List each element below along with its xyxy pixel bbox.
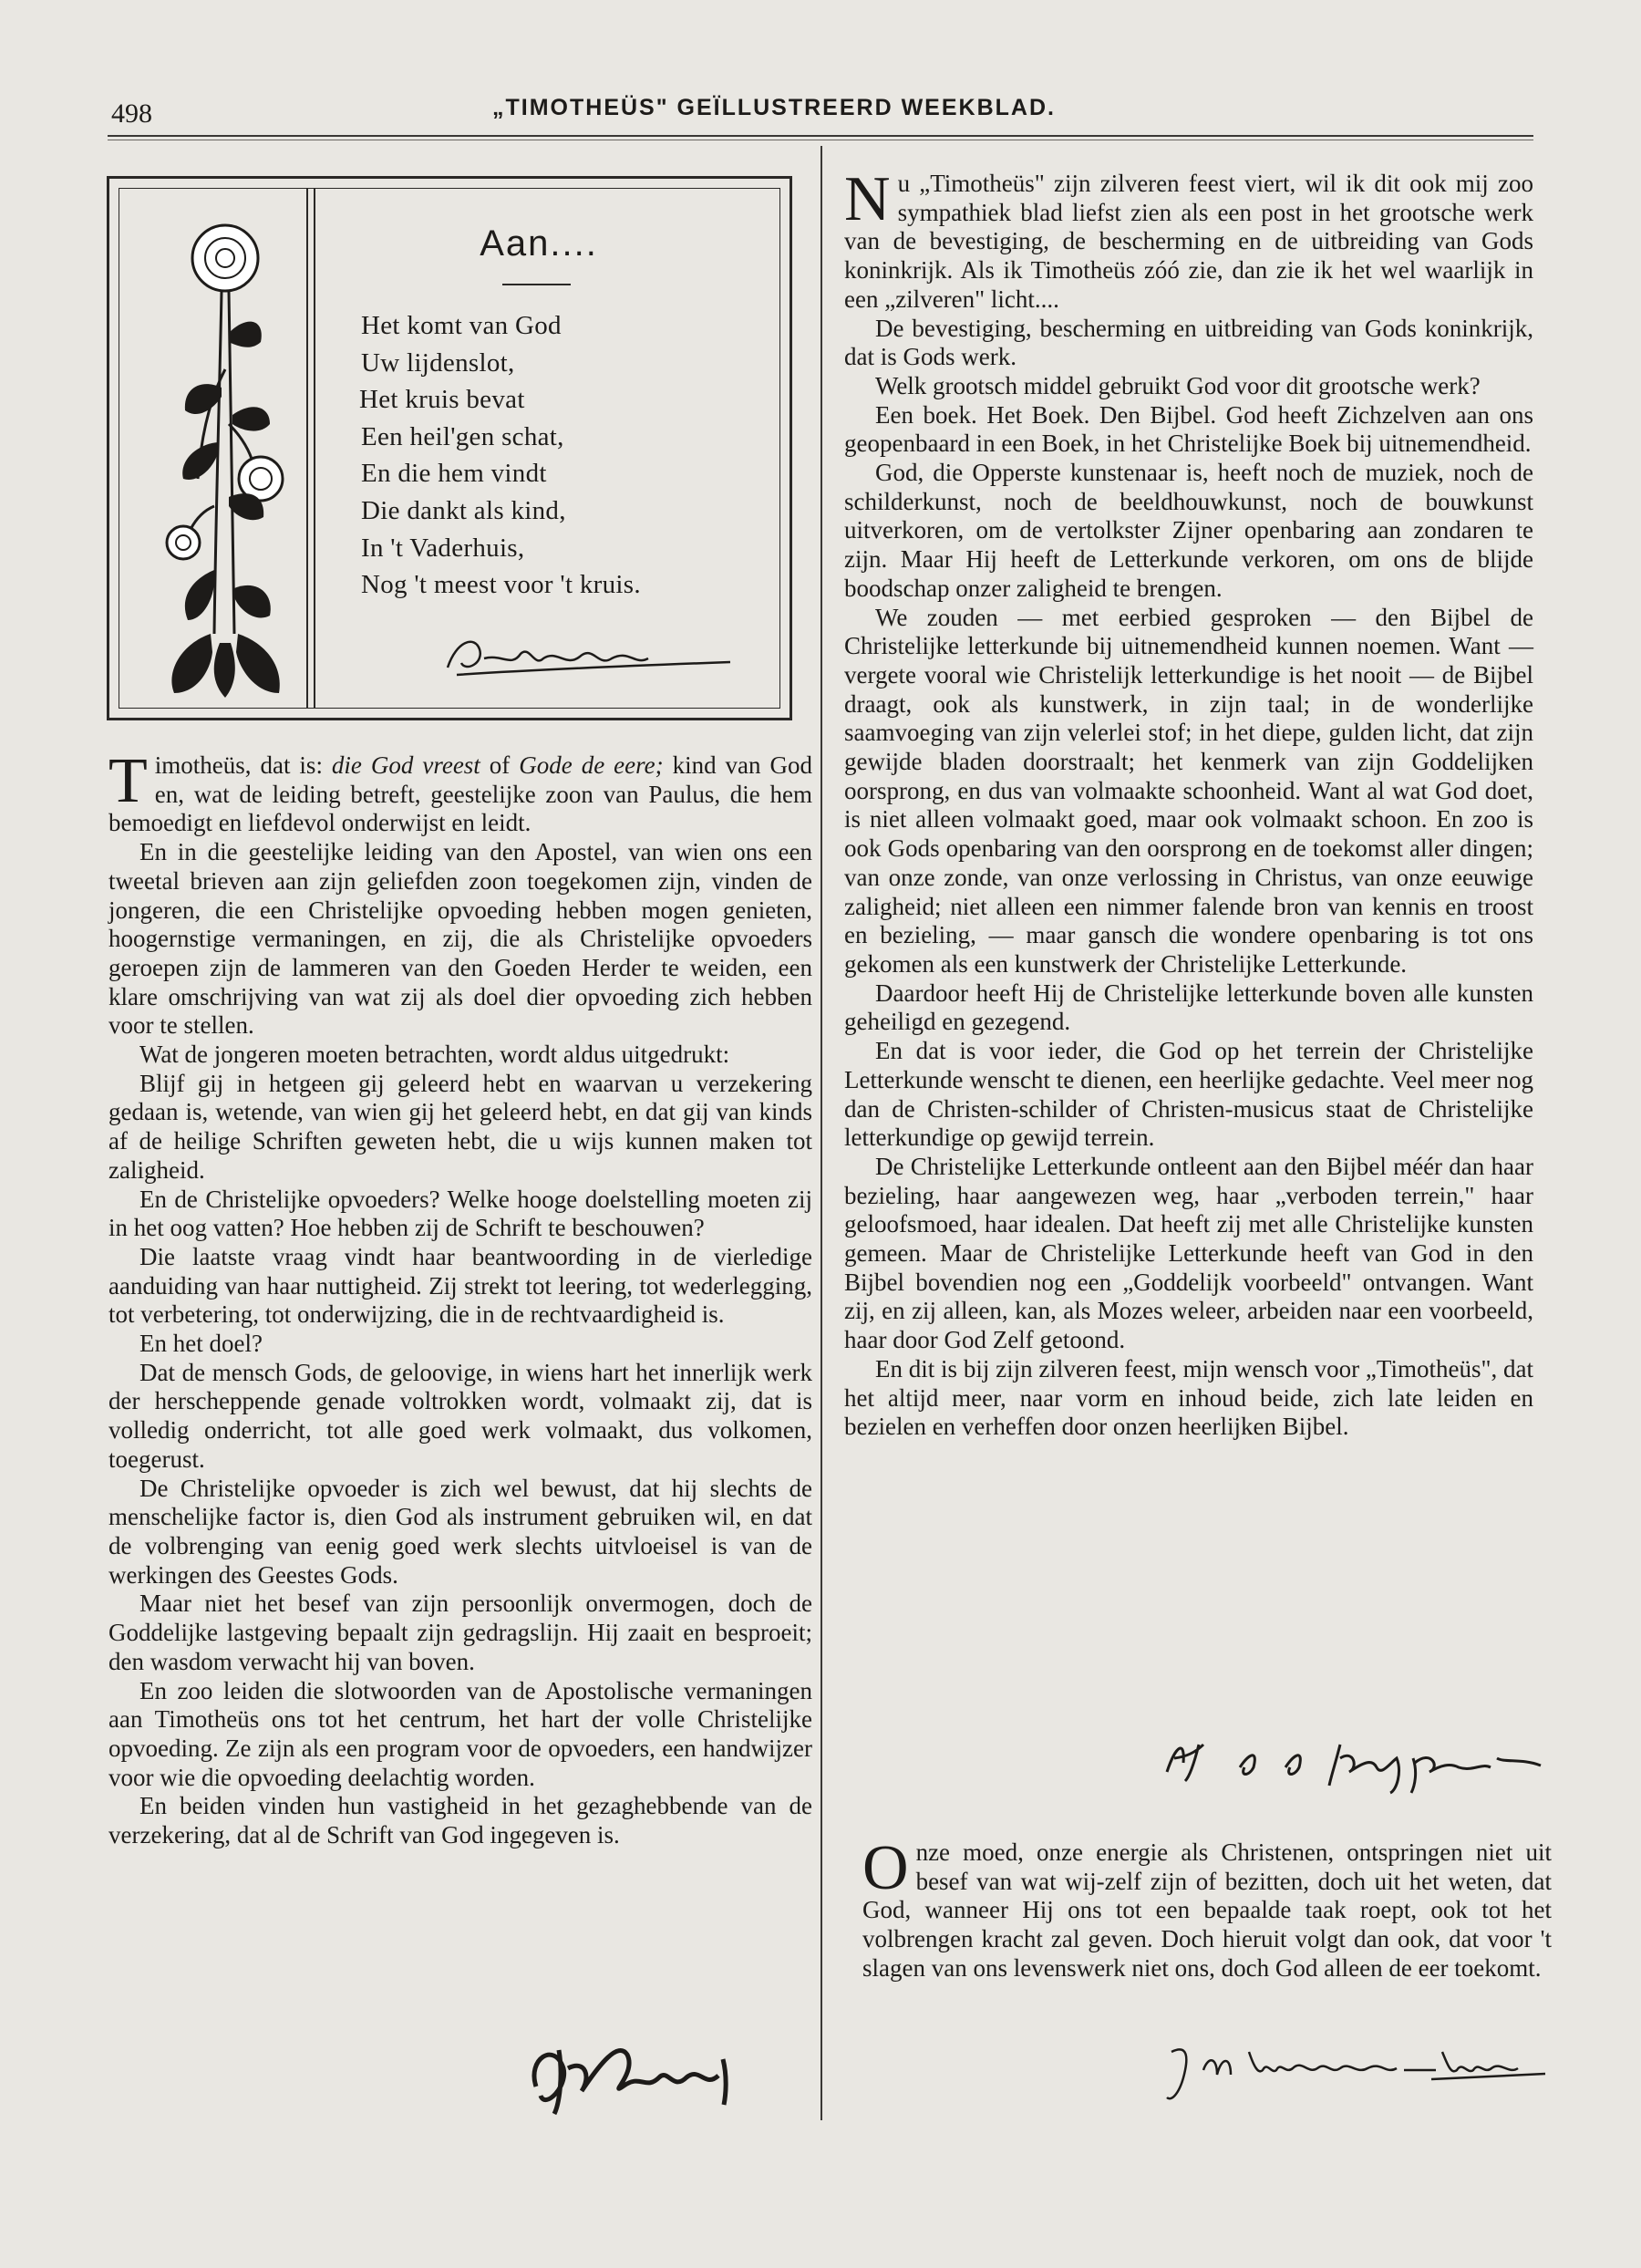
paragraph: En het doel? [139,1330,263,1358]
poem-line: Die dankt als kind, [361,495,566,525]
running-title: „TIMOTHEÜS" GEÏLLUSTREERD WEEKBLAD. [492,95,1056,120]
paragraph: Die laatste vraag vindt haar beantwoording in de vierledige aanduiding van haar nuttigheid. Zij strekt tot leering, tot wederlegging, tot verbetering, tot onderwijzing, die in de rechtvaardigheid is. [108,1242,812,1329]
dropcap: O [862,1833,909,1903]
paragraph: Maar niet het besef van zijn persoonlijk onvermogen, doch de Goddelijke lastgeving bepaalt zijn gedragslijn. Hij zaait en besproeit; den wasdom verwacht hij van boven. [108,1590,812,1675]
flower-heads [167,225,283,559]
paragraph: En dat is voor ieder, die God op het terrein der Christelijke Letterkunde wenscht te dienen, een heerlijke gedachte. Veel meer nog dan de Christen-schilder of Christen-musicus staat de Christelijke letterkundige op gewijd terrein. [844,1037,1533,1152]
paragraph: En in die geestelijke leiding van den Apostel, van wien ons een tweetal brieven aan zijn geliefden zoon toegekomen zijn, vinden de jongeren, die een Christelijke opvoeding hebben mogen genieten, hoogernstige vermaningen, en zij, die als Christelijke opvoeders geroepen zijn de lammeren van den Goeden Herder te weiden, een klare omschrijving van wat zij als doel dier opvoeding zich hebben voor te stellen. [108,838,812,1040]
poem-box-inner-frame [119,188,780,709]
paragraph: En beiden vinden hun vastigheid in het gezaghebbende van de verzekering, dat al de Schrift van God ingegeven is. [108,1792,812,1849]
right-opening-paragraph [844,164,1533,315]
poem-line: Nog 't meest voor 't kruis. [361,570,641,600]
dropcap: T [108,746,148,816]
scripture-quote: Blijf gij in hetgeen gij geleerd hebt en waarvan u verzekering gedaan is, wetende, van wien gij het geleerd hebt, en dat gij van kinds af de heilige Schriften geweten hebt, die u wijs kunnen maken tot zaligheid. [108,1069,812,1184]
opening-text: nze moed, onze energie als Christenen, ontspringen niet uit besef van wat wij-zelf zijn of bezitten, doch uit het weten, dat God, wanneer Hij ons tot een bepaalde taak roept, ook tot het volbrengen kracht zal geven. Doch hieruit volgt dan ook, dat voor 't slagen van ons levenswerk niet ons, doch God alleen de eer toekomt. [862,1838,1552,1982]
poem-box [107,176,792,720]
paragraph: De Christelijke Letterkunde ontleent aan den Bijbel méér dan haar bezieling, haar aangewezen weg, haar „verboden terrein," haar geloofsmoed, haar idealen. Dat heeft zij met alle Christelijke kunsten gemeen. Maar de Christelijke Letterkunde heeft van God in den Bijbel bovendien nog een „Goddelijk voorbeeld" ontvangen. Want zij, en zij alleen, kan, als Mozes weleer, arbeiden naar een voorbeeld, haar door God Zelf getoond. [844,1152,1533,1354]
paragraph: We zouden — met eerbied gesproken — den Bijbel de Christelijke letterkunde bij uitnemendheid kunnen noemen. Want — vergete vooral wie Christelijk letterkundige is het nooit — de Bijbel draagt, ook als kunstwerk, in zijn taal; in de wonderlijke saamvoeging van zijn velerlei stof; in het diepe, gulden licht, dat zijn gewijde bladen doorstraalt; het kenmerk van zijn Goddelijken oorsprong, en dus van volmaakte schoonheid. Want al wat God doet, is niet alleen volmaakt goed, maar ook volmaakt schoon. En zoo is ook Gods openbaring van den oorsprong en de toekomst aller dingen; van onze zonde, van onze verlossing in Christus, van onze eeuwige zaligheid; niet alleen een nimmer falende bron van kennis en troost en bezieling, — maar gansch die wondere openbaring is tot ons gekomen als een kunstwerk der Christelijke Letterkunde. [844,603,1533,978]
paragraph: Wat de jongeren moeten betrachten, wordt aldus uitgedrukt: [139,1041,730,1069]
right-column-article [844,164,1533,1442]
paragraph: Daardoor heeft Hij de Christelijke letterkunde boven alle kunsten geheiligd en gezegend. [844,979,1533,1036]
bottom-right-signature [1158,2034,1550,2111]
paragraph: Dat de mensch Gods, de geloovige, in wiens hart het innerlijk werk der herscheppende genade voltrokken wordt, volmaakt zij, dat is volledig onderricht, tot alle goed werk volmaakt, dus volkomen, toegerust. [108,1358,812,1473]
opening-text: u „Timotheüs" zijn zilveren feest viert, wil ik dit ook mij zoo sympathiek blad liefst zien als een post in het grootsche werk van de bevestiging, de bescherming en de uitbreiding van Gods koninkrijk. Als ik Timotheüs zóó zie, dan zie ik het wel waarlijk in een „zilveren" licht.... [844,170,1533,313]
dropcap: N [844,164,891,234]
paragraph: En de Christelijke opvoeders? Welke hooge doelstelling moeten zij in het oog vatten? Hoe hebben zij de Schrift te beschouwen? [108,1185,812,1242]
paragraph: Welk grootsch middel gebruikt God voor dit grootsche werk? [875,371,1481,399]
bottom-right-article [862,1833,1552,1983]
poem-lines [361,307,744,604]
header-rule [108,135,1533,137]
right-signature [1158,1722,1559,1795]
poem-line: Het kruis bevat [359,385,525,415]
poem-line: Uw lijdenslot, [361,347,515,378]
poem-line: Een heil'gen schat, [361,421,564,451]
poem-line: Het komt van God [361,311,562,340]
poem-signature [429,622,739,686]
poem-title-rule [502,284,571,285]
paragraph: Een boek. Het Boek. Den Bijbel. God heeft Zichzelven aan ons geopenbaard in een Boek, in het Christelijke Boek bij uitnemendheid. [844,400,1533,458]
emphasis-text: die God vreest [331,751,480,779]
paragraph: De bevestiging, bescherming en uitbreiding van Gods koninkrijk, dat is Gods werk. [844,314,1533,371]
left-column-article [108,746,812,1850]
opening-text: kind van God en, wat de leiding betreft, geestelijke zoon van Paulus, die hem bemoedigt en liefdevol onderwijst en leidt. [108,751,812,837]
chrysanthemum-flower-art [156,205,302,702]
emphasis-text: Gode de eere; [519,751,664,779]
paragraph: En dit is bij zijn zilveren feest, mijn wensch voor „Timotheüs", dat het altijd meer, naar vorm en inhoud beide, zich late leiden en bezielen en verheffen door onzen heerlijken Bijbel. [844,1354,1533,1441]
paragraph: En zoo leiden die slotwoorden van de Apostolische vermaningen aan Timotheüs ons tot het centrum, het hart der volle Christelijke opvoeding. Ze zijn als een program voor de opvoeders, een handwijzer voor wie die opvoeding deelachtig worden. [108,1676,812,1791]
paragraph: God, die Opperste kunstenaar is, heeft noch de muziek, noch de schilderkunst, noch de beeldhouwkunst, noch de bouwkunst uitverkoren, om de vertolkster Zijner openbaring aan zondaren te zijn. Maar Hij heeft de Letterkunde verkoren, om ons de blijde boodschap onzer zaligheid te brengen. [844,459,1533,602]
poem-line: In 't Vaderhuis, [361,533,525,563]
paragraph: De Christelijke opvoeder is zich wel bewust, dat hij slechts de menschelijke factor is, dien God als instrument gebruiken wil, en dat de volbrenging van eenig goed werk slechts uitvloeisel is van de werkingen des Geestes Gods. [108,1474,812,1589]
opening-text: imotheüs, dat is: [154,751,332,779]
flower-leaves [171,322,279,698]
panel-rule [314,189,315,708]
poem-title: Aan.... [480,223,598,264]
left-signature [518,2023,791,2123]
poem-line: En die hem vindt [361,459,547,489]
bottom-right-paragraph [862,1833,1552,1983]
opening-text: of [480,751,520,779]
panel-rule [306,189,308,708]
page-number: 498 [111,98,152,129]
column-divider [820,146,822,2120]
left-opening-paragraph [108,746,812,838]
